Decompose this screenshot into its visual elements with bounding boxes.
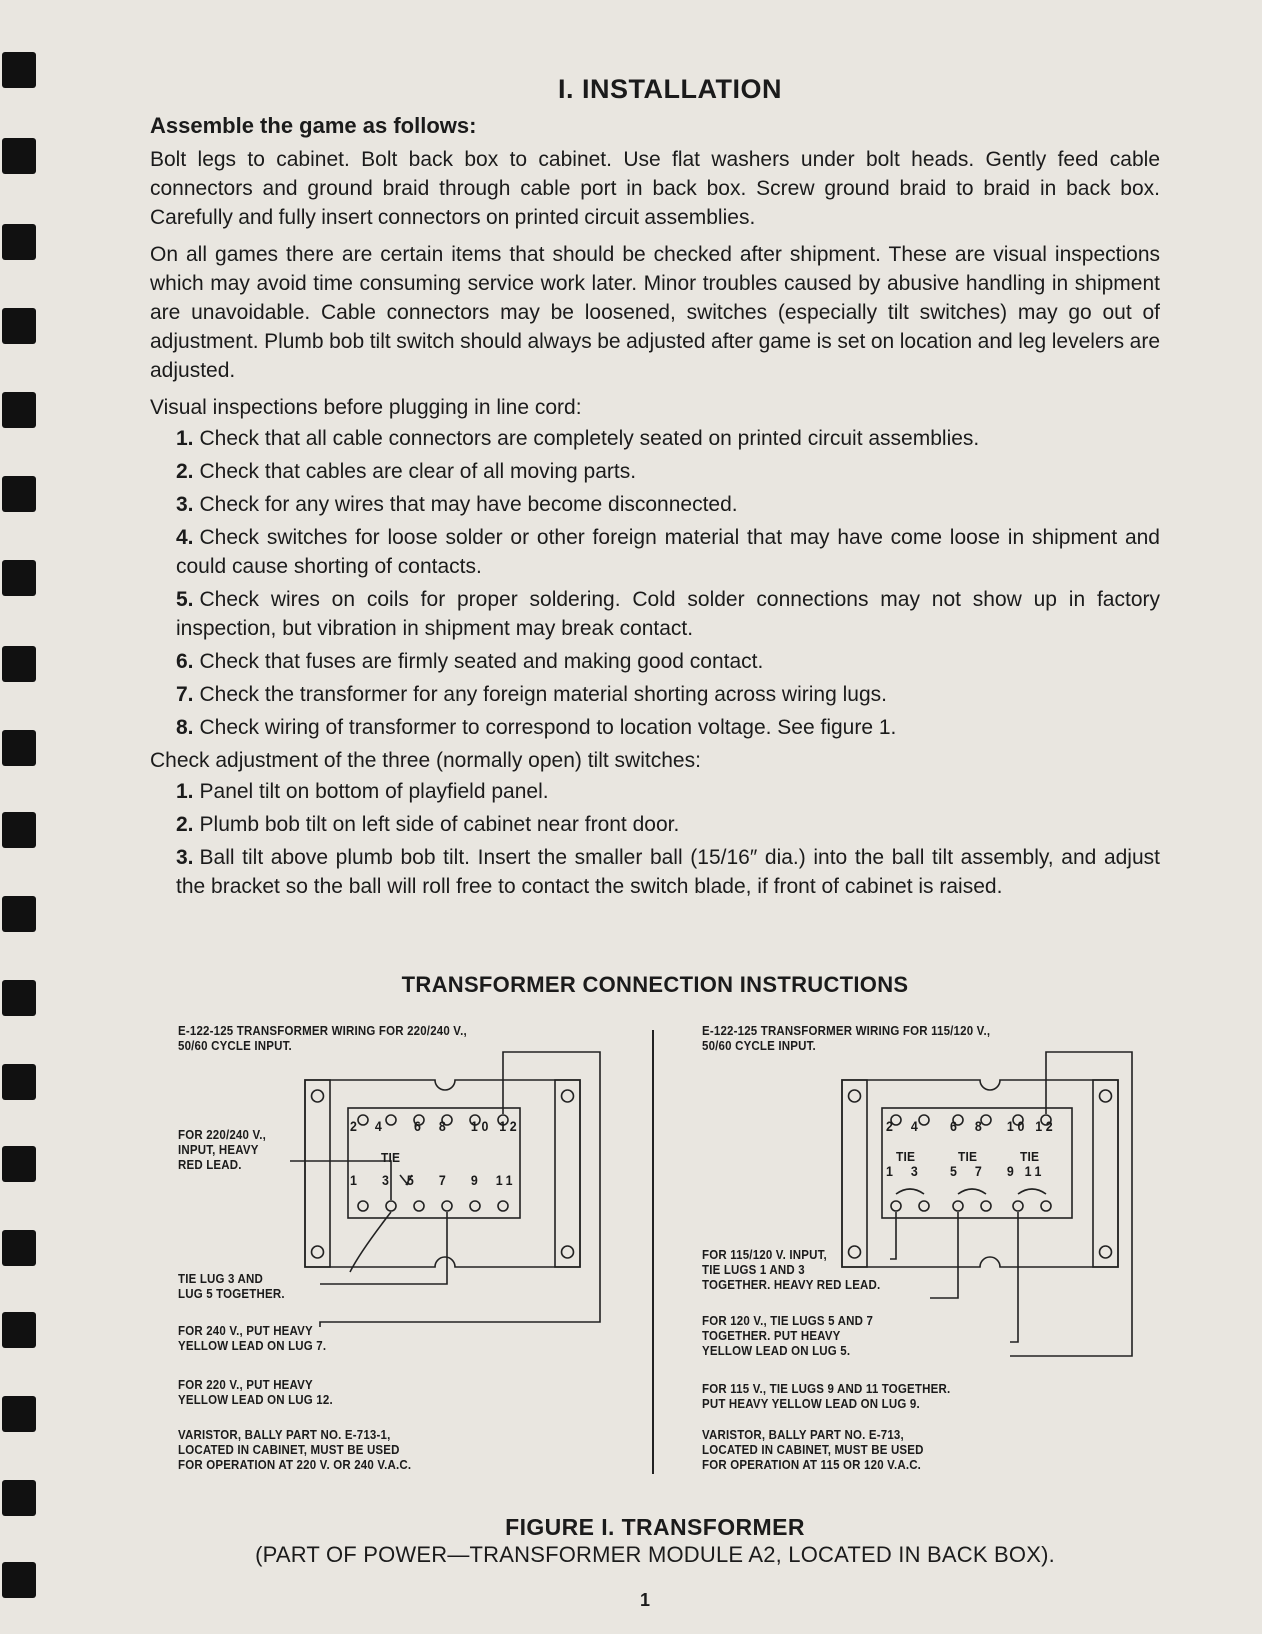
left-varistor-note: VARISTOR, BALLY PART NO. E-713-1, LOCATED IN CABINET, MUST BE USED FOR OPERATION AT 220 V. OR 240 V.A.C. [178, 1428, 412, 1472]
installation-section [150, 74, 1160, 905]
right-transformer [842, 1052, 1132, 1356]
left-bottom-lug-numbers: 1 3 5 7 9 11 [350, 1173, 517, 1188]
right-varistor-note: VARISTOR, BALLY PART NO. E-713, LOCATED IN CABINET, MUST BE USED FOR OPERATION AT 115 OR 120 V.A.C. [702, 1428, 924, 1472]
right-115v-note: FOR 115 V., TIE LUGS 9 AND 11 TOGETHER. PUT HEAVY YELLOW LEAD ON LUG 9. [702, 1382, 951, 1411]
list-item: 5. Check wires on coils for proper soldering. Cold solder connections may not show up in factory inspection, but vibration in shipment may break contact. [176, 588, 1160, 640]
list-item: 3. Check for any wires that may have become disconnected. [176, 493, 738, 516]
list-item: 2. Plumb bob tilt on left side of cabinet near front door. [176, 813, 680, 836]
left-220v-note: FOR 220 V., PUT HEAVY YELLOW LEAD ON LUG 12. [178, 1378, 333, 1407]
left-diagram-header: E-122-125 TRANSFORMER WIRING FOR 220/240 V., 50/60 CYCLE INPUT. [178, 1024, 467, 1053]
right-diagram-header: E-122-125 TRANSFORMER WIRING FOR 115/120 V., 50/60 CYCLE INPUT. [702, 1024, 991, 1053]
left-tie-label: TIE [381, 1150, 401, 1165]
visual-checklist [150, 424, 1160, 742]
list-item: 7. Check the transformer for any foreign material shorting across wiring lugs. [176, 683, 887, 706]
right-120v-note: FOR 120 V., TIE LUGS 5 AND 7 TOGETHER. PUT HEAVY YELLOW LEAD ON LUG 5. [702, 1314, 874, 1358]
right-bottom-lug-numbers: 1 3 5 7 9 11 [886, 1164, 1046, 1179]
page-title: I. INSTALLATION [558, 74, 782, 104]
diagram-graphics [170, 1022, 1180, 1482]
figure-title: FIGURE I. TRANSFORMER [505, 1514, 805, 1540]
list-item: 2. Check that cables are clear of all moving parts. [176, 460, 637, 483]
list-item: 8. Check wiring of transformer to correspond to location voltage. See figure 1. [176, 716, 897, 739]
assemble-subheading: Assemble the game as follows: [150, 113, 477, 138]
page-number: 1 [640, 1590, 651, 1610]
right-tie-label-3: TIE [1020, 1149, 1040, 1164]
tilt-checklist [150, 777, 1160, 901]
left-tie-note: TIE LUG 3 AND LUG 5 TOGETHER. [178, 1272, 285, 1301]
list-item: 1. Check that all cable connectors are completely seated on printed circuit assemblies. [176, 427, 980, 450]
right-tie-label-1: TIE [896, 1149, 916, 1164]
figure-caption: (PART OF POWER—TRANSFORMER MODULE A2, LOCATED IN BACK BOX). [255, 1542, 1055, 1567]
right-tie-label-2: TIE [958, 1149, 978, 1164]
visual-inspection-intro: Visual inspections before plugging in line cord: [150, 396, 582, 419]
spiral-binding [0, 0, 42, 1634]
list-item: 4. Check switches for loose solder or other foreign material that may have come loose in shipment and could cause shorting of contacts. [176, 526, 1160, 578]
transformer-diagram [170, 1022, 1180, 1482]
left-transformer [290, 1052, 600, 1352]
left-input-note: FOR 220/240 V., INPUT, HEAVY RED LEAD. [178, 1128, 267, 1172]
list-item: 1. Panel tilt on bottom of playfield panel. [176, 780, 549, 803]
list-item: 3. Ball tilt above plumb bob tilt. Insert the smaller ball (15/16″ dia.) into the ball tilt assembly, and adjust the bracket so the ball will roll free to contact the switch blade, if front of cabinet is raised. [176, 846, 1160, 898]
left-top-lug-numbers: 2 4 6 8 10 12 [350, 1119, 521, 1134]
tilt-switch-intro: Check adjustment of the three (normally open) tilt switches: [150, 749, 701, 772]
inspection-paragraph: On all games there are certain items that should be checked after shipment. These are visual inspections which may avoid time consuming service work later. Minor troubles caused by abusive handling in shipment are unavoidable. Cable connectors may be loosened, switches (especially tilt switches) may go out of adjustment. Plumb bob tilt switch should always be adjusted after game is set on location and leg levelers are adjusted. [150, 243, 1160, 382]
left-240v-note: FOR 240 V., PUT HEAVY YELLOW LEAD ON LUG 7. [178, 1324, 327, 1353]
right-input-note: FOR 115/120 V. INPUT, TIE LUGS 1 AND 3 TOGETHER. HEAVY RED LEAD. [702, 1248, 881, 1292]
assembly-paragraph: Bolt legs to cabinet. Bolt back box to cabinet. Use flat washers under bolt heads. Gently feed cable connectors and ground braid through cable port in back box. Screw ground braid to braid in back box. Carefully and fully insert connectors on printed circuit assemblies. [150, 148, 1160, 229]
right-top-lug-numbers: 2 4 6 8 10 12 [886, 1119, 1057, 1134]
list-item: 6. Check that fuses are firmly seated and making good contact. [176, 650, 764, 673]
transformer-instructions-title: TRANSFORMER CONNECTION INSTRUCTIONS [401, 972, 909, 997]
